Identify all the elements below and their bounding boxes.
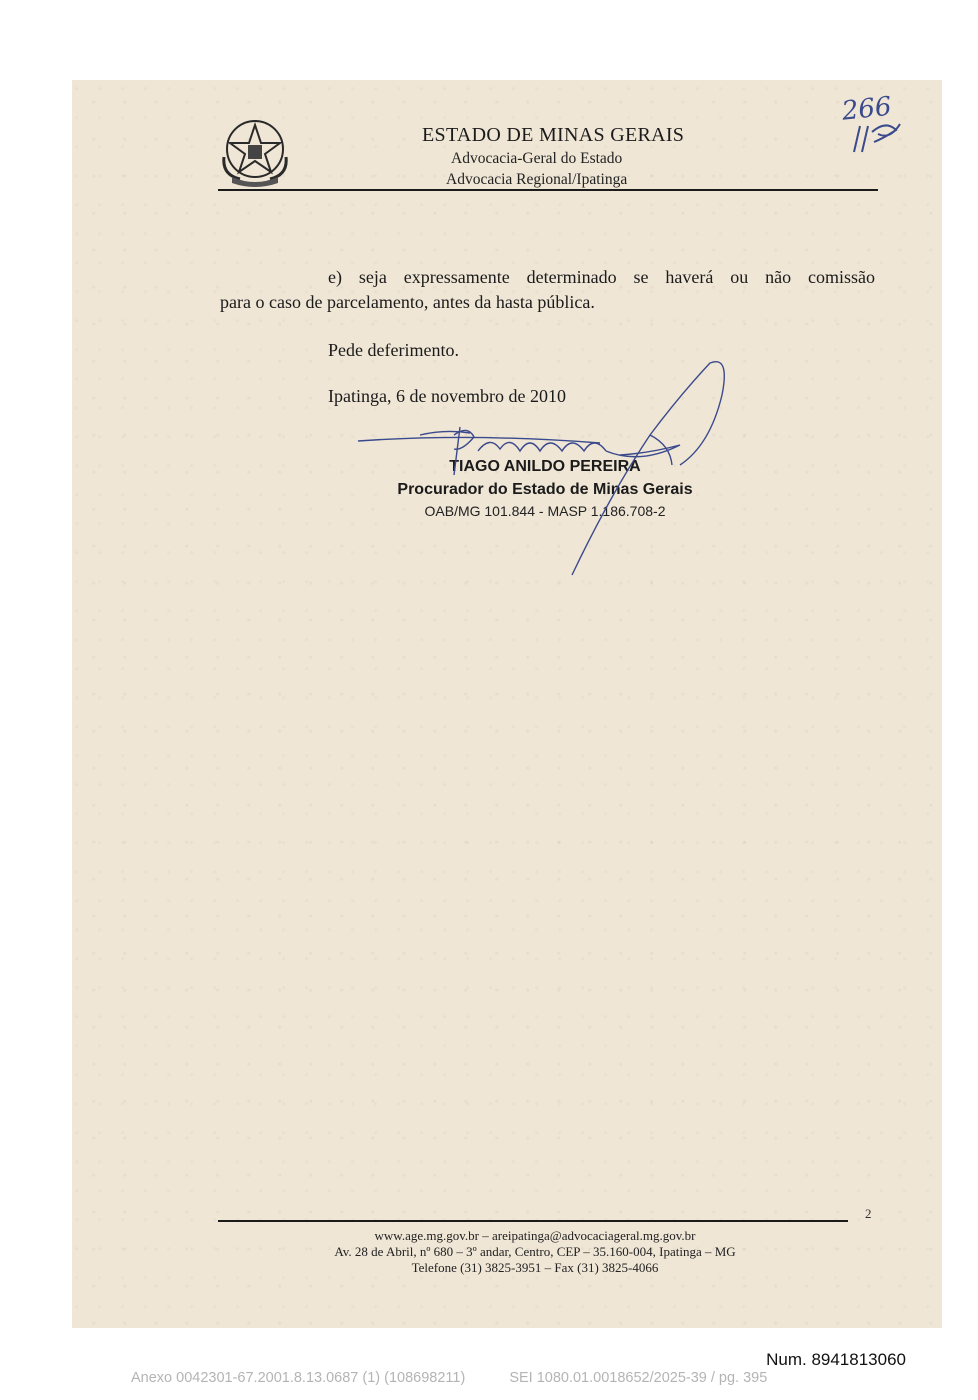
request-line: Pede deferimento. xyxy=(328,340,459,360)
annex-process: Anexo 0042301-67.2001.8.13.0687 (1) (108698211) xyxy=(131,1370,466,1386)
signatory-role: Procurador do Estado de Minas Gerais xyxy=(397,481,693,498)
body-paragraph-line-2: para o caso de parcelamento, antes da hasta pública. xyxy=(220,292,595,312)
header-subtitle-agency: Advocacia-Geral do Estado xyxy=(451,150,623,167)
footer-address: Av. 28 de Abril, nº 680 – 3º andar, Centro, CEP – 35.160-004, Ipatinga – MG xyxy=(334,1244,736,1259)
folio-stamp xyxy=(838,90,928,160)
folio-number: 266 xyxy=(840,91,893,127)
header-title: ESTADO DE MINAS GERAIS xyxy=(422,124,685,146)
place-date: Ipatinga, 6 de novembro de 2010 xyxy=(328,386,566,406)
page-number: 2 xyxy=(865,1206,872,1221)
footer-phone: Telefone (31) 3825-3951 – Fax (31) 3825-4066 xyxy=(411,1260,659,1275)
document-number: Num. 8941813060 xyxy=(766,1350,906,1369)
coat-of-arms-icon xyxy=(218,117,292,187)
header-subtitle-office: Advocacia Regional/Ipatinga xyxy=(446,171,628,188)
handwritten-signature xyxy=(350,355,750,580)
body-paragraph-line-1: e) seja expressamente determinado se haverá ou não comissão xyxy=(328,267,875,287)
annex-reference xyxy=(131,1370,767,1386)
header-divider xyxy=(218,189,878,191)
sei-reference: SEI 1080.01.0018652/2025-39 / pg. 395 xyxy=(509,1370,768,1386)
footer-contact-web: www.age.mg.gov.br – areipatinga@advocaciageral.mg.gov.br xyxy=(374,1228,696,1243)
signatory-name: TIAGO ANILDO PEREIRA xyxy=(449,458,641,475)
signatory-registration: OAB/MG 101.844 - MASP 1.186.708-2 xyxy=(424,503,666,519)
footer-divider xyxy=(218,1220,848,1222)
